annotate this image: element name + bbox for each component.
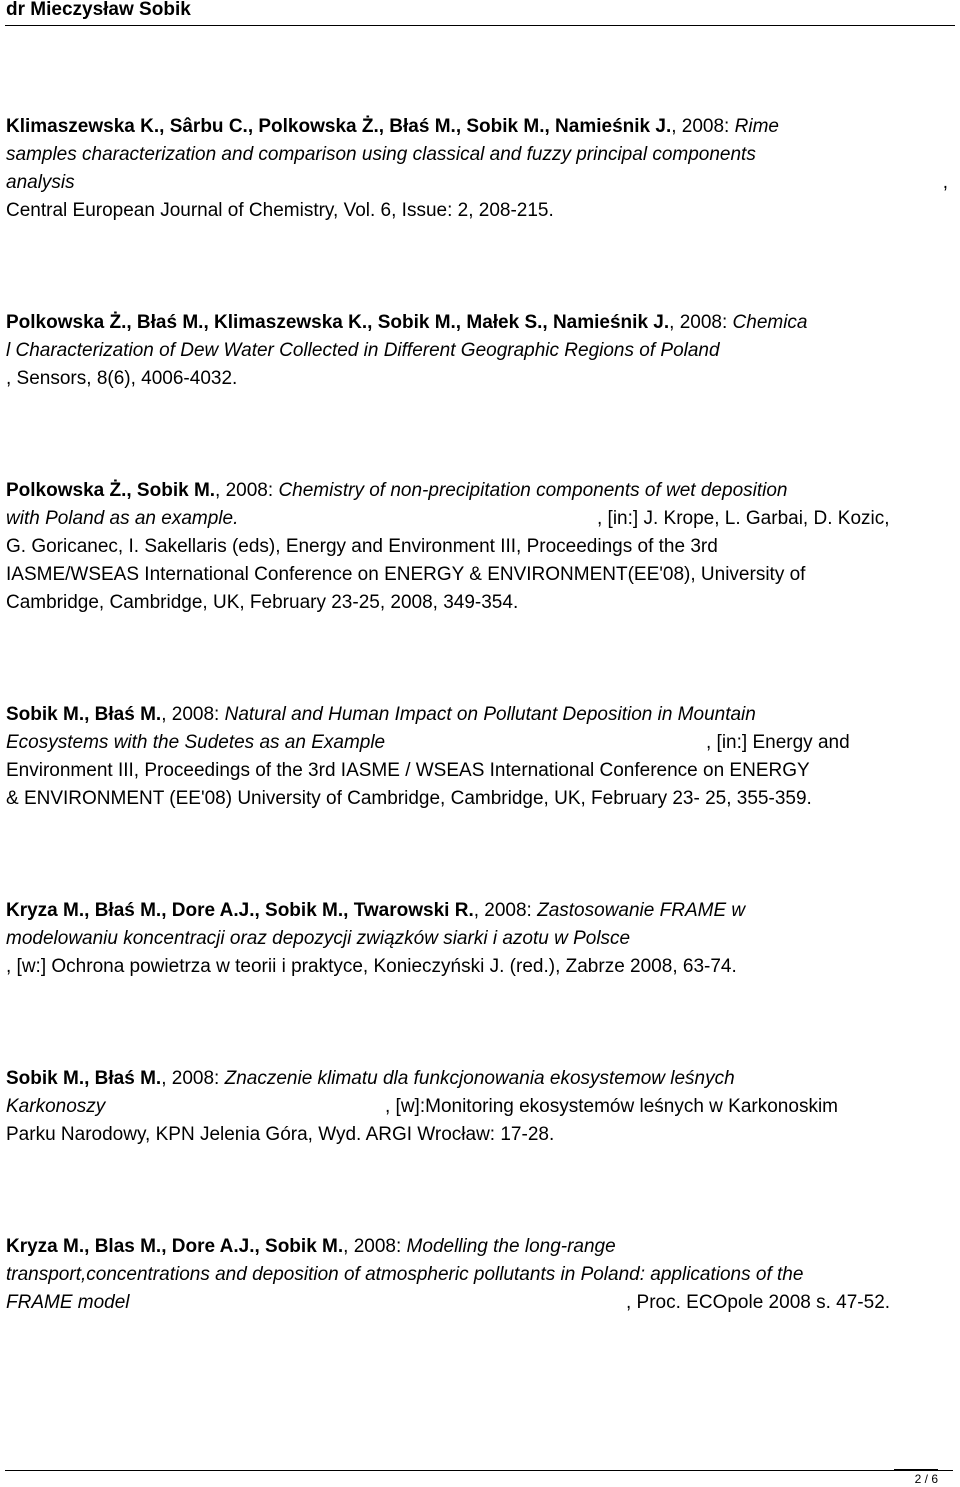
entry-year: , 2008: [671, 116, 735, 137]
entry-source: , [w:] Ochrona powietrza w teorii i praktyce, Konieczyński J. (red.), Zabrze 2008, 63-74. [6, 956, 737, 977]
entry-authors: Polkowska Ż., Sobik M. [6, 480, 216, 501]
entry-line [6, 309, 954, 337]
entry-year: , 2008: [215, 480, 279, 501]
entry-line [6, 505, 954, 533]
entry-line [6, 925, 954, 953]
entry-line [6, 1093, 954, 1121]
entry-authors: Sobik M., Błaś M. [6, 704, 162, 725]
publication-entry [6, 897, 954, 981]
entry-authors: Kryza M., Błaś M., Dore A.J., Sobik M., Twarowski R. [6, 900, 474, 921]
entry-title: l Characterization of Dew Water Collected in Different Geographic Regions of Poland [6, 340, 720, 361]
entry-line [6, 561, 954, 589]
entry-authors: Sobik M., Błaś M. [6, 1068, 162, 1089]
entry-line [6, 701, 954, 729]
entry-line [6, 729, 954, 757]
entry-title: Modelling the long-range [406, 1236, 616, 1257]
entry-year: , 2008: [161, 704, 225, 725]
entry-line [6, 757, 954, 785]
publication-entry [6, 1065, 954, 1149]
entry-year: , 2008: [343, 1236, 407, 1257]
entry-source: Parku Narodowy, KPN Jelenia Góra, Wyd. ARGI Wrocław: 17-28. [6, 1124, 555, 1145]
entry-year: , 2008: [473, 900, 538, 921]
entry-title: Karkonoszy [6, 1096, 106, 1117]
entry-title: Chemistry of non-precipitation components of wet deposition [278, 480, 788, 501]
entry-year: , 2008: [161, 1068, 225, 1089]
entry-line [6, 533, 954, 561]
entry-title: FRAME model [6, 1292, 130, 1313]
header-divider [5, 25, 955, 26]
entry-title: Znaczenie klimatu dla funkcjonowania ekosystemow leśnych [224, 1068, 735, 1089]
entry-source: Cambridge, Cambridge, UK, February 23-25, 2008, 349-354. [6, 592, 519, 613]
publication-entry [6, 477, 954, 617]
entry-authors: Kryza M., Blas M., Dore A.J., Sobik M. [6, 1236, 344, 1257]
entry-line [6, 1233, 954, 1261]
entry-source: , Proc. ECOpole 2008 s. 47-52. [626, 1292, 891, 1313]
entry-source: , [in:] J. Krope, L. Garbai, D. Kozic, [597, 508, 890, 529]
entry-title: modelowaniu koncentracji oraz depozycji związków siarki i azotu w Polsce [6, 928, 631, 949]
entry-title: samples characterization and comparison using classical and fuzzy principal components [6, 144, 756, 165]
entry-source: Environment III, Proceedings of the 3rd IASME / WSEAS International Conference on ENERGY [6, 760, 810, 781]
entry-title: Zastosowanie FRAME w [537, 900, 746, 921]
entry-authors: Polkowska Ż., Błaś M., Klimaszewska K., Sobik M., Małek S., Namieśnik J. [6, 312, 670, 333]
entry-line [6, 897, 954, 925]
entry-source: G. Goricanec, I. Sakellaris (eds), Energy and Environment III, Proceedings of the 3rd [6, 536, 718, 557]
header-title: dr Mieczysław Sobik [6, 0, 191, 20]
entry-authors: Klimaszewska K., Sârbu C., Polkowska Ż., Błaś M., Sobik M., Namieśnik J. [6, 116, 672, 137]
entry-source: IASME/WSEAS International Conference on ENERGY & ENVIRONMENT(EE'08), University of [6, 564, 806, 585]
entry-line [6, 1065, 954, 1093]
entry-title: transport,concentrations and deposition of atmospheric pollutants in Poland: applications of the [6, 1264, 804, 1285]
page-number-rule [894, 1469, 938, 1470]
entry-source: , [in:] Energy and [706, 732, 850, 753]
entry-title: Rime [734, 116, 779, 137]
entry-line [6, 141, 954, 169]
entry-title: Chemica [732, 312, 808, 333]
entry-line [6, 169, 954, 197]
page-number: 2 / 6 [914, 1472, 938, 1486]
entry-title: Natural and Human Impact on Pollutant Deposition in Mountain [224, 704, 756, 725]
entry-source: Central European Journal of Chemistry, Vol. 6, Issue: 2, 208-215. [6, 200, 554, 221]
entry-source: , Sensors, 8(6), 4006-4032. [6, 368, 238, 389]
entry-line [6, 1121, 954, 1149]
publication-entry [6, 1233, 954, 1317]
entry-separator: , [942, 172, 948, 193]
entry-title: analysis [6, 172, 75, 193]
entry-line [6, 477, 954, 505]
entry-line [6, 113, 954, 141]
entry-source: , [w]:Monitoring ekosystemów leśnych w Karkonoskim [385, 1096, 838, 1117]
entry-line [6, 589, 954, 617]
publication-entry [6, 113, 954, 225]
entry-line [6, 953, 954, 981]
entry-source: & ENVIRONMENT (EE'08) University of Cambridge, Cambridge, UK, February 23- 25, 355-359. [6, 788, 812, 809]
publication-entry [6, 701, 954, 813]
entry-year: , 2008: [669, 312, 733, 333]
entry-line [6, 365, 954, 393]
entry-line [6, 785, 954, 813]
entry-line [6, 1289, 954, 1317]
entry-line [6, 337, 954, 365]
entry-title: Ecosystems with the Sudetes as an Example [6, 732, 386, 753]
entry-line [6, 197, 954, 225]
page-header [0, 0, 960, 27]
entry-line [6, 1261, 954, 1289]
entry-title: with Poland as an example. [6, 508, 239, 529]
footer-divider [5, 1470, 953, 1471]
publication-entry [6, 309, 954, 393]
